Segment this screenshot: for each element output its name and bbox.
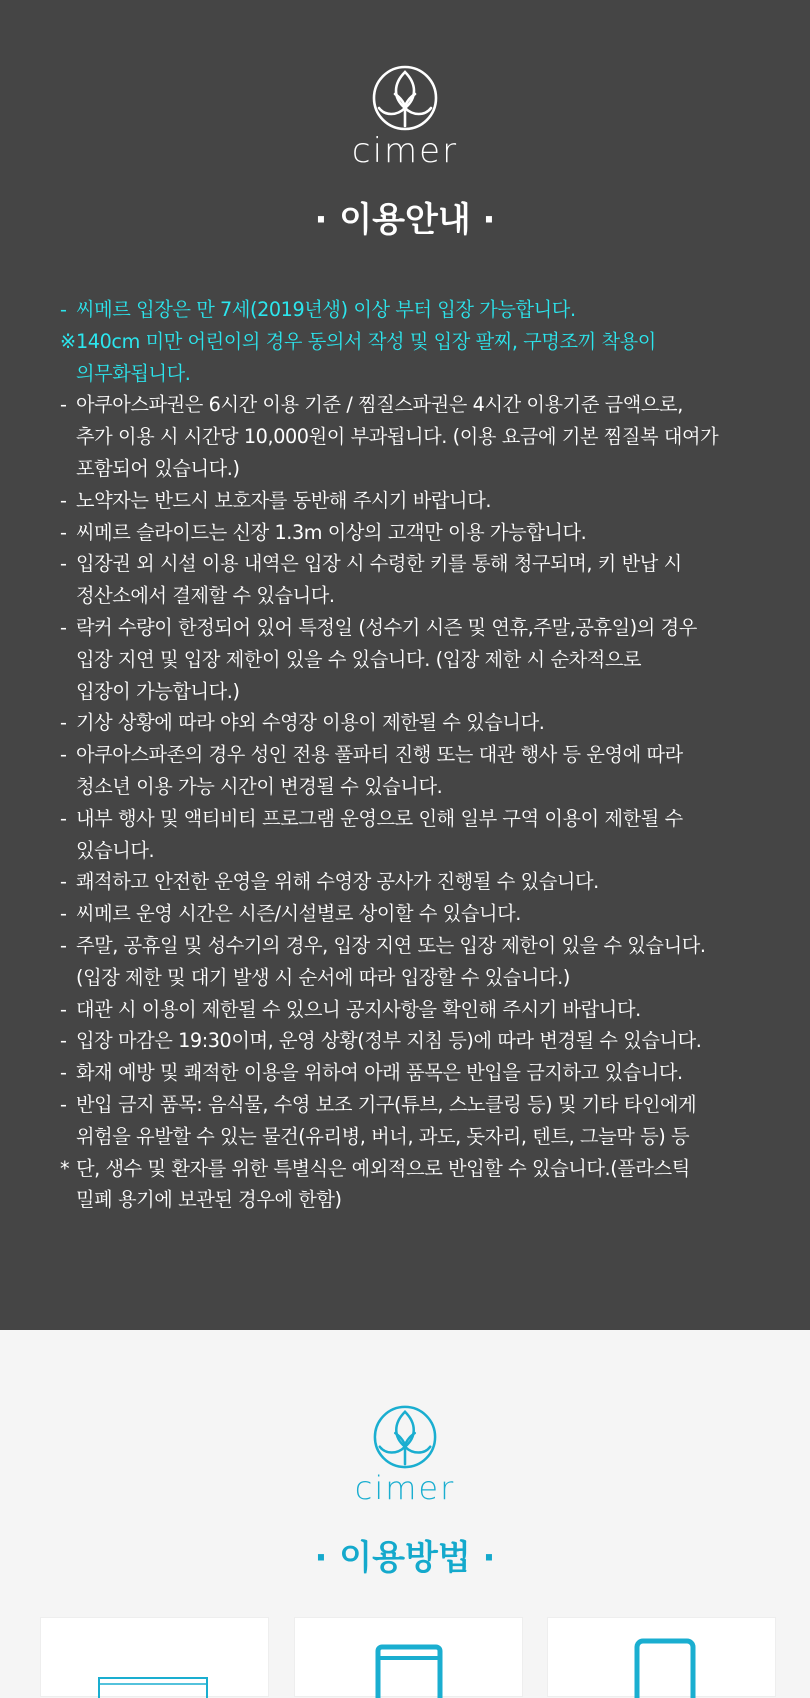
kiosk-icon xyxy=(97,1676,209,1698)
notice-bullet: - xyxy=(60,1061,67,1085)
cimer-emblem-icon xyxy=(371,64,439,132)
cimer-wordmark: cimer xyxy=(354,1469,456,1507)
notice-item xyxy=(60,326,780,390)
notice-text: 씨메르 운영 시간은 시즌/시설별로 상이할 수 있습니다. xyxy=(76,902,521,926)
notice-bullet: - xyxy=(60,743,67,767)
notice-bullet: - xyxy=(60,552,67,576)
notice-text: 140cm 미만 어린이의 경우 동의서 작성 및 입장 팔찌, 구명조끼 착용이 의무화됩니다. xyxy=(76,329,656,385)
usage-method-card-kiosk xyxy=(40,1617,269,1697)
notice-bullet: - xyxy=(60,711,67,735)
notice-item xyxy=(60,898,780,930)
notice-bullet: - xyxy=(60,1029,67,1053)
notice-bullet: - xyxy=(60,870,67,894)
notice-text: 씨메르 입장은 만 7세(2019년생) 이상 부터 입장 가능합니다. xyxy=(76,298,576,321)
usage-info-title: · 이용안내 · xyxy=(314,200,496,240)
notice-text: 내부 행사 및 액티비티 프로그램 운영으로 인해 일부 구역 이용이 제한될 수 있습니다. xyxy=(76,806,683,862)
phone-icon xyxy=(634,1638,696,1698)
notice-item xyxy=(60,548,780,612)
notice-text: 주말, 공휴일 및 성수기의 경우, 입장 지연 또는 입장 제한이 있을 수 있습니다. (입장 제한 및 대기 발생 시 순서에 따라 입장할 수 있습니다.) xyxy=(76,933,706,989)
notice-item xyxy=(60,517,780,549)
notice-bullet: - xyxy=(60,298,67,321)
notice-text: 입장권 외 시설 이용 내역은 입장 시 수령한 키를 통해 청구되며, 키 반납 시 정산소에서 결제할 수 있습니다. xyxy=(76,552,682,608)
notice-item xyxy=(60,994,780,1026)
notice-item xyxy=(60,930,780,994)
notice-item xyxy=(60,612,780,707)
notice-text: 쾌적하고 안전한 운영을 위해 수영장 공사가 진행될 수 있습니다. xyxy=(76,870,599,894)
notice-text: 락커 수량이 한정되어 있어 특정일 (성수기 시즌 및 연휴,주말,공휴일)의 경우 입장 지연 및 입장 제한이 있을 수 있습니다. (입장 제한 시 순차적으로 입장이 가능합니다.) xyxy=(76,615,697,703)
notice-bullet: * xyxy=(60,1156,70,1180)
notice-text: 반입 금지 품목: 음식물, 수영 보조 기구(튜브, 스노클링 등) 및 기타 타인에게 위험을 유발할 수 있는 물건(유리병, 버너, 과도, 돗자리, 텐트, 그늘막 등) 등 xyxy=(76,1092,697,1148)
cimer-emblem-icon xyxy=(372,1404,438,1470)
usage-method-title: · 이용방법 · xyxy=(314,1538,496,1578)
notice-item xyxy=(60,707,780,739)
notice-text: 대관 시 이용이 제한될 수 있으니 공지사항을 확인해 주시기 바랍니다. xyxy=(76,997,641,1021)
notice-bullet: - xyxy=(60,902,67,926)
notice-item xyxy=(60,866,780,898)
notice-bullet: - xyxy=(60,933,67,957)
usage-method-card-tablet xyxy=(294,1617,523,1697)
cimer-logo-bottom xyxy=(350,1404,460,1507)
usage-method-card-phone xyxy=(547,1617,776,1697)
notice-bullet: - xyxy=(60,1092,67,1116)
notice-item xyxy=(60,1153,780,1217)
notice-item xyxy=(60,803,780,867)
usage-notice-list xyxy=(60,294,780,1216)
notice-item xyxy=(60,485,780,517)
notice-item xyxy=(60,1089,780,1153)
notice-text: 단, 생수 및 환자를 위한 특별식은 예외적으로 반입할 수 있습니다.(플라스틱 밀폐 용기에 보관된 경우에 한함) xyxy=(76,1156,690,1212)
notice-bullet: - xyxy=(60,997,67,1021)
notice-bullet: - xyxy=(60,488,67,512)
notice-text: 화재 예방 및 쾌적한 이용을 위하여 아래 품목은 반입을 금지하고 있습니다. xyxy=(76,1061,683,1085)
notice-item xyxy=(60,294,780,326)
cimer-wordmark: cimer xyxy=(351,131,459,171)
notice-text: 아쿠아스파권은 6시간 이용 기준 / 찜질스파권은 4시간 이용기준 금액으로, 추가 이용 시 시간당 10,000원이 부과됩니다. (이용 요금에 기본 찜질복 대여가 포함되어 있습니다.) xyxy=(76,393,719,480)
notice-item xyxy=(60,1057,780,1089)
notice-text: 아쿠아스파존의 경우 성인 전용 풀파티 진행 또는 대관 행사 등 운영에 따라 청소년 이용 가능 시간이 변경될 수 있습니다. xyxy=(76,743,683,798)
notice-item xyxy=(60,739,780,803)
notice-item xyxy=(60,389,780,484)
notice-bullet: - xyxy=(60,520,67,544)
notice-bullet: - xyxy=(60,615,67,639)
cimer-logo-top xyxy=(345,64,465,171)
notice-text: 기상 상황에 따라 야외 수영장 이용이 제한될 수 있습니다. xyxy=(76,711,545,735)
notice-text: 입장 마감은 19:30이며, 운영 상황(정부 지침 등)에 따라 변경될 수 있습니다. xyxy=(76,1029,702,1053)
notice-text: 씨메르 슬라이드는 신장 1.3m 이상의 고객만 이용 가능합니다. xyxy=(76,520,587,544)
notice-text: 노약자는 반드시 보호자를 동반해 주시기 바랍니다. xyxy=(76,488,492,512)
notice-item xyxy=(60,1025,780,1057)
tablet-icon xyxy=(375,1644,443,1698)
notice-bullet: - xyxy=(60,806,67,830)
notice-bullet: ※ xyxy=(60,329,76,353)
notice-bullet: - xyxy=(60,393,67,417)
